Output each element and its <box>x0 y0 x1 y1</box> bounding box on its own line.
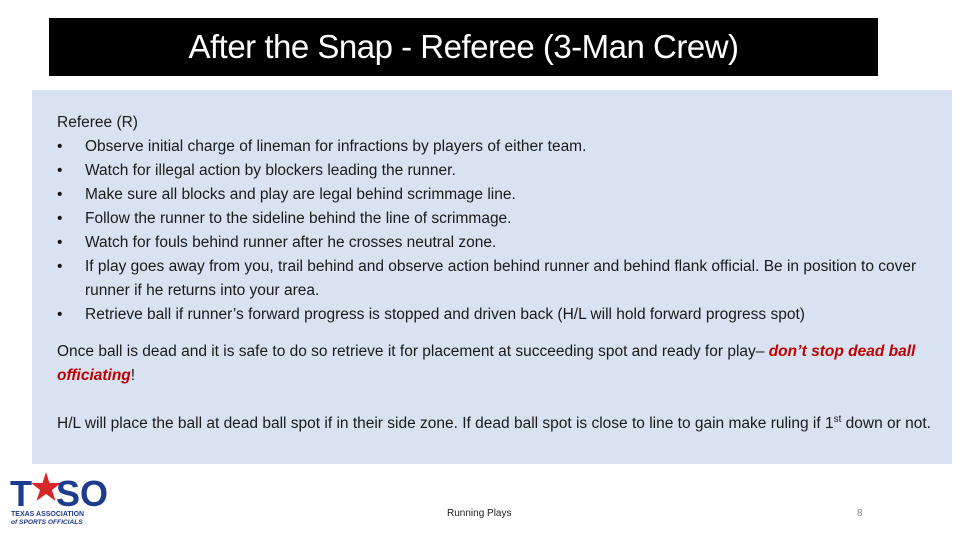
slide-body <box>57 111 952 436</box>
bullet-item: • Observe initial charge of lineman for infractions by players of either team. <box>57 135 952 159</box>
bullet-icon: • <box>57 234 63 251</box>
bullet-item: • If play goes away from you, trail behind and observe action behind runner and behind flank official. Be in position to cover runner if he returns into your area. <box>57 255 952 303</box>
bullet-icon: • <box>57 306 63 323</box>
page-number: 8 <box>857 508 863 519</box>
svg-text:TEXAS ASSOCIATION: TEXAS ASSOCIATION <box>11 511 85 518</box>
bullet-item: • Watch for illegal action by blockers leading the runner. <box>57 159 952 183</box>
bullet-icon: • <box>57 258 63 275</box>
bullet-icon: • <box>57 210 63 227</box>
bullet-icon: • <box>57 186 63 203</box>
bullet-item: • Make sure all blocks and play are legal behind scrimmage line. <box>57 183 952 207</box>
footer-title: Running Plays <box>447 508 512 519</box>
svg-text:T: T <box>10 473 32 514</box>
bullet-item: • Watch for fouls behind runner after he crosses neutral zone. <box>57 231 952 255</box>
bullet-item: • Retrieve ball if runner’s forward progress is stopped and driven back (H/L will hold forward progress spot) <box>57 303 952 327</box>
bullet-icon: • <box>57 138 63 155</box>
emphasis-text: don’t stop dead ball officiating <box>57 343 916 384</box>
bullet-item: • Follow the runner to the sideline behind the line of scrimmage. <box>57 207 952 231</box>
svg-text:SO: SO <box>56 473 109 514</box>
bullet-icon: • <box>57 162 63 179</box>
dead-ball-paragraph: Once ball is dead and it is safe to do so retrieve it for placement at succeeding spot and ready for play– don’t stop dead ball officiating! <box>57 343 916 384</box>
spot-paragraph: H/L will place the ball at dead ball spot if in their side zone. If dead ball spot is close to line to gain make ruling if 1st down or not. <box>57 413 931 432</box>
svg-text:of SPORTS OFFICIALS: of SPORTS OFFICIALS <box>11 519 83 526</box>
bullet-list <box>57 135 952 327</box>
section-heading: Referee (R) <box>57 114 138 131</box>
taso-logo <box>8 468 109 528</box>
slide-title: After the Snap - Referee (3-Man Crew) <box>49 18 878 76</box>
